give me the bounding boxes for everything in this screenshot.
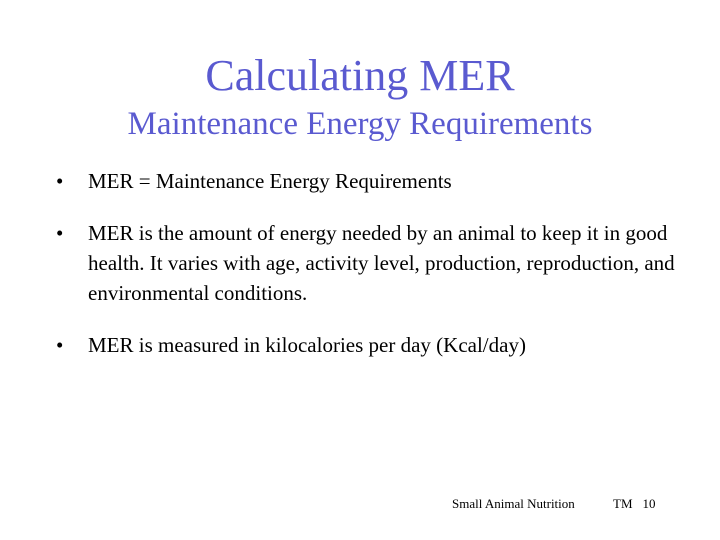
slide-subtitle: Maintenance Energy Requirements	[127, 106, 593, 142]
footer-course: Small Animal Nutrition	[452, 496, 575, 511]
bullet-text: MER = Maintenance Energy Requirements	[88, 169, 452, 193]
bullet-list	[56, 166, 676, 360]
bullet-dot-icon: •	[56, 333, 64, 357]
footer-author: TM	[613, 496, 633, 511]
bullet-item	[56, 330, 676, 360]
footer-meta	[613, 495, 656, 513]
bullet-dot-icon: •	[56, 169, 64, 193]
slide-title: Calculating MER	[205, 51, 515, 100]
bullet-dot-icon: •	[56, 221, 64, 245]
bullet-text: MER is the amount of energy needed by an animal to keep it in good health. It varies with age, activity level, production, reproduction, and environmental conditions.	[88, 221, 675, 305]
bullet-text: MER is measured in kilocalories per day (Kcal/day)	[88, 333, 526, 357]
bullet-item	[56, 218, 676, 308]
bullet-item	[56, 166, 676, 196]
page-number: 10	[642, 496, 656, 511]
